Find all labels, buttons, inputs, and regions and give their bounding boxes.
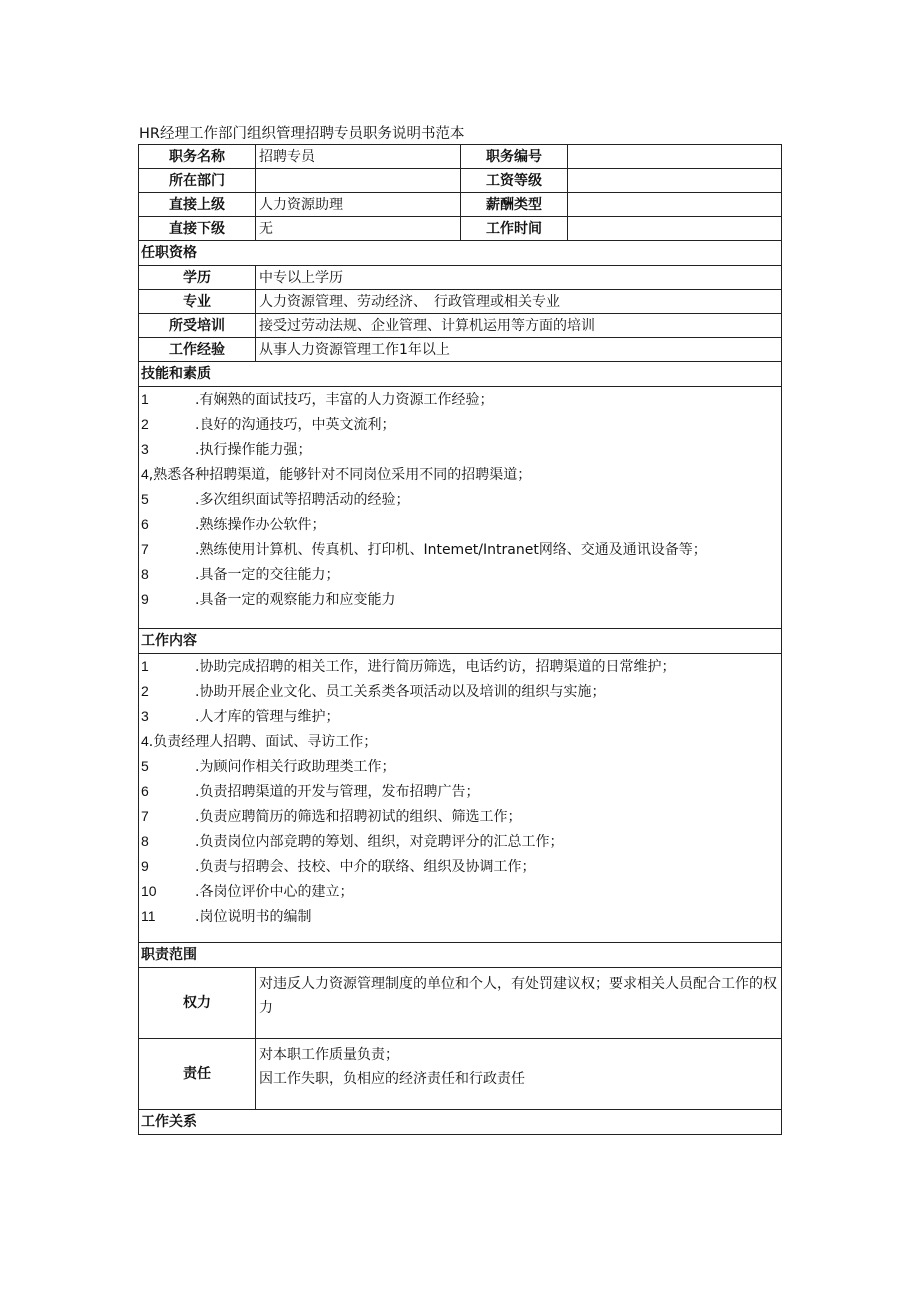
list-item (139, 679, 781, 704)
list-item (139, 437, 781, 462)
list-item (139, 854, 781, 879)
item-text: .负责与招聘会、技校、中介的联络、组织及协调工作； (195, 859, 536, 875)
basic-info-row (139, 169, 782, 193)
responsibility-value (256, 1039, 782, 1110)
item-number: 9 (141, 591, 149, 607)
experience-value: 从事人力资源管理工作1年以上 (256, 338, 782, 362)
item-text: .负责岗位内部竞聘的筹划、组织，对竞聘评分的汇总工作； (195, 834, 564, 850)
skills-list (139, 387, 782, 629)
item-number: 5 (141, 758, 149, 774)
list-item (139, 512, 781, 537)
work-hours-label: 工作时间 (461, 217, 568, 241)
list-item (139, 462, 781, 487)
item-text: .负责应聘简历的筛选和招聘初试的组织、筛选工作； (195, 809, 522, 825)
item-number: 2 (141, 416, 149, 432)
training-value: 接受过劳动法规、企业管理、计算机运用等方面的培训 (256, 314, 782, 338)
item-text: .各岗位评价中心的建立； (195, 884, 354, 900)
job-description-table (138, 144, 782, 1135)
basic-info-row (139, 217, 782, 241)
power-label: 权力 (139, 968, 256, 1039)
department-label: 所在部门 (139, 169, 256, 193)
item-number: 4 (141, 733, 149, 749)
scope-heading: 职责范围 (139, 943, 782, 968)
item-text: .人才库的管理与维护； (195, 709, 340, 725)
list-item (139, 412, 781, 437)
item-text: .具备一定的交往能力； (195, 567, 340, 583)
basic-info-row (139, 145, 782, 169)
item-number: 1 (141, 658, 149, 674)
item-number: 9 (141, 858, 149, 874)
major-value: 人力资源管理、劳动经济、 行政管理或相关专业 (256, 290, 782, 314)
item-number: 10 (141, 883, 157, 899)
list-item (139, 754, 781, 779)
item-text: .岗位说明书的编制 (195, 909, 312, 925)
direct-superior-value: 人力资源助理 (256, 193, 461, 217)
item-text: .熟练操作办公软件； (195, 517, 326, 533)
job-title-value: 招聘专员 (256, 145, 461, 169)
item-number: 4 (141, 466, 149, 482)
list-item (139, 587, 781, 612)
item-number: 8 (141, 566, 149, 582)
salary-grade-label: 工资等级 (461, 169, 568, 193)
list-item (139, 729, 781, 754)
list-item (139, 829, 781, 854)
power-value: 对违反人力资源管理制度的单位和个人，有处罚建议权；要求相关人员配合工作的权力 (256, 968, 782, 1039)
pay-type-label: 薪酬类型 (461, 193, 568, 217)
education-value: 中专以上学历 (256, 266, 782, 290)
skills-heading: 技能和素质 (139, 362, 782, 387)
list-item (139, 779, 781, 804)
item-number: 3 (141, 708, 149, 724)
list-item (139, 704, 781, 729)
list-item (139, 487, 781, 512)
pay-type-value (568, 193, 782, 217)
duties-heading: 工作内容 (139, 629, 782, 654)
item-text: .负责招聘渠道的开发与管理，发布招聘广告； (195, 784, 480, 800)
item-number: 7 (141, 541, 149, 557)
list-item (139, 562, 781, 587)
direct-superior-label: 直接上级 (139, 193, 256, 217)
item-number: 3 (141, 441, 149, 457)
item-text: .协助完成招聘的相关工作，进行简历筛选，电话约访，招聘渠道的日常维护； (195, 659, 676, 675)
list-item (139, 387, 781, 412)
job-number-value (568, 145, 782, 169)
item-text: .为顾问作相关行政助理类工作； (195, 759, 396, 775)
list-item (139, 537, 781, 562)
item-text: .具备一定的观察能力和应变能力 (195, 592, 396, 608)
training-label: 所受培训 (139, 314, 256, 338)
item-number: 11 (141, 908, 156, 924)
relations-heading: 工作关系 (139, 1110, 782, 1135)
qualifications-heading: 任职资格 (139, 241, 782, 266)
major-label: 专业 (139, 290, 256, 314)
list-item (139, 654, 781, 679)
document-title: HR经理工作部门组织管理招聘专员职务说明书范本 (139, 126, 465, 142)
item-text: .执行操作能力强； (195, 442, 312, 458)
item-number: 6 (141, 516, 149, 532)
education-label: 学历 (139, 266, 256, 290)
item-text: .有娴熟的面试技巧，丰富的人力资源工作经验； (195, 392, 494, 408)
direct-subordinate-label: 直接下级 (139, 217, 256, 241)
item-number: 8 (141, 833, 149, 849)
direct-subordinate-value: 无 (256, 217, 461, 241)
item-number: 7 (141, 808, 149, 824)
item-number: 5 (141, 491, 149, 507)
item-text: .协助开展企业文化、员工关系类各项活动以及培训的组织与实施； (195, 684, 606, 700)
department-value (256, 169, 461, 193)
basic-info-row (139, 193, 782, 217)
list-item (139, 804, 781, 829)
item-number: 6 (141, 783, 149, 799)
list-item (139, 904, 781, 929)
responsibility-label: 责任 (139, 1039, 256, 1110)
list-item (139, 879, 781, 904)
work-hours-value (568, 217, 782, 241)
item-number: 1 (141, 391, 149, 407)
experience-label: 工作经验 (139, 338, 256, 362)
salary-grade-value (568, 169, 782, 193)
item-text: .良好的沟通技巧，中英文流利； (195, 417, 396, 433)
item-number: 2 (141, 683, 149, 699)
duties-list (139, 654, 782, 943)
responsibility-line: 对本职工作质量负责； (259, 1047, 399, 1063)
responsibility-line: 因工作失职，负相应的经济责任和行政责任 (259, 1071, 525, 1087)
job-number-label: 职务编号 (461, 145, 568, 169)
item-text: ,熟悉各种招聘渠道，能够针对不同岗位采用不同的招聘渠道； (148, 467, 532, 483)
item-text: .熟练使用计算机、传真机、打印机、Intemet/Intranet网络、交通及通讯设备等； (195, 542, 707, 558)
item-text: .负责经理人招聘、面试、寻访工作； (148, 734, 378, 750)
item-text: .多次组织面试等招聘活动的经验； (195, 492, 410, 508)
job-title-label: 职务名称 (139, 145, 256, 169)
